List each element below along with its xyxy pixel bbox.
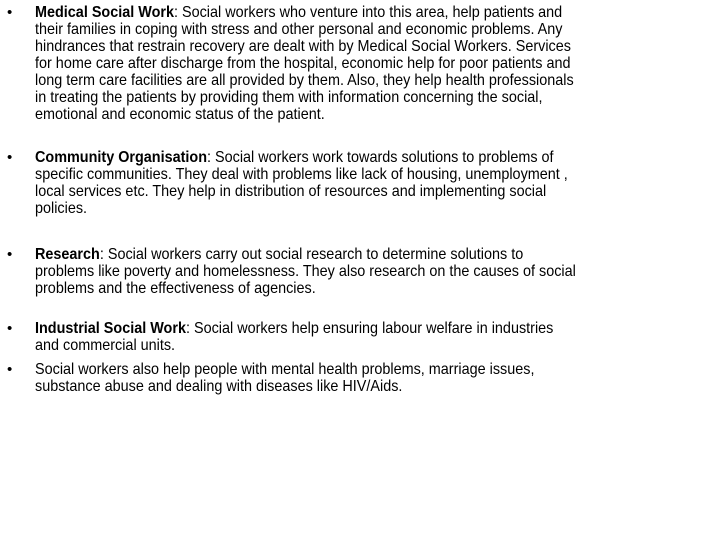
item-text: : Social workers who venture into this area, help patients and — [173, 4, 563, 21]
item-text: long term care facilities are all provided by them. Also, they help health professionals — [35, 72, 574, 89]
item-text: substance abuse and dealing with diseases like HIV/Aids. — [35, 378, 403, 395]
text-line — [35, 337, 553, 354]
text-line — [35, 378, 534, 395]
text-line — [35, 4, 574, 21]
text-line — [35, 263, 576, 280]
item-text: problems like poverty and homelessness. They also research on the causes of social — [35, 263, 576, 280]
item-heading: Research — [35, 246, 100, 263]
bullet-icon: • — [7, 4, 13, 21]
text-line — [35, 38, 574, 55]
bullet-icon: • — [7, 246, 13, 263]
bullet-icon: • — [7, 149, 13, 166]
item-text: their families in coping with stress and other personal and economic problems. Any — [35, 21, 563, 38]
text-line — [35, 55, 574, 72]
item-heading: Medical Social Work — [35, 4, 174, 21]
text-line — [35, 246, 576, 263]
item-text: emotional and economic status of the patient. — [35, 106, 325, 123]
text-line — [35, 361, 534, 378]
item-text: local services etc. They help in distribution of resources and implementing social — [35, 183, 547, 200]
text-line — [35, 183, 568, 200]
bullet-icon: • — [7, 320, 13, 337]
item-text: hindrances that restrain recovery are dealt with by Medical Social Workers. Services — [35, 38, 571, 55]
item-text: problems and the effectiveness of agencies. — [35, 280, 316, 297]
text-line — [35, 320, 553, 337]
text-line — [35, 72, 574, 89]
text-line — [35, 149, 568, 166]
item-text: : Social workers work towards solutions to problems of — [207, 149, 554, 166]
text-line — [35, 280, 576, 297]
item-heading: Community Organisation — [35, 149, 208, 166]
item-text: for home care after discharge from the hospital, economic help for poor patients and — [35, 55, 571, 72]
text-line — [35, 89, 574, 106]
item-text: and commercial units. — [35, 337, 176, 354]
item-text: Social workers also help people with mental health problems, marriage issues, — [35, 361, 535, 378]
item-text: : Social workers carry out social research to determine solutions to — [99, 246, 524, 263]
item-text: in treating the patients by providing them with information concerning the social, — [35, 89, 543, 106]
text-line — [35, 166, 568, 183]
item-text: policies. — [35, 200, 88, 217]
text-line — [35, 106, 574, 123]
text-line — [35, 200, 568, 217]
item-text: specific communities. They deal with problems like lack of housing, unemployment , — [35, 166, 568, 183]
text-line — [35, 21, 574, 38]
bullet-icon: • — [7, 361, 13, 378]
item-heading: Industrial Social Work — [35, 320, 186, 337]
item-text: : Social workers help ensuring labour welfare in industries — [185, 320, 554, 337]
